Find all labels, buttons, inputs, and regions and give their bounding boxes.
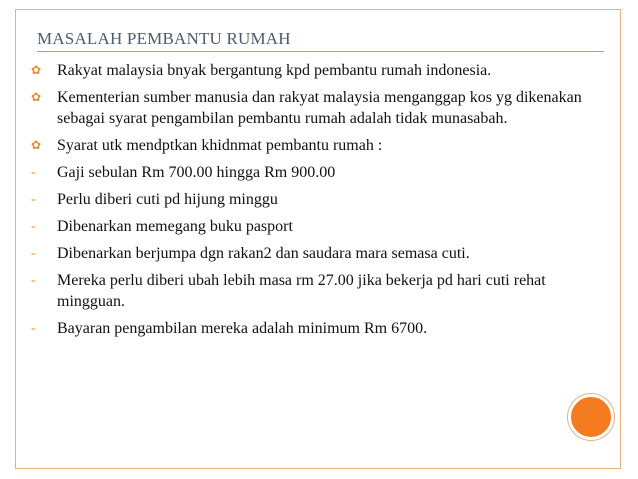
list-item-text: Dibenarkan memegang buku pasport xyxy=(57,218,293,235)
dash-bullet-icon: - xyxy=(31,246,36,261)
list-item-text: Perlu diberi cuti pd hijung minggu xyxy=(57,191,278,208)
list-item xyxy=(31,318,606,339)
list-item xyxy=(31,243,606,264)
bullet-list xyxy=(31,60,606,345)
pinwheel-bullet-icon: ✿ xyxy=(31,63,42,77)
list-item-text: Mereka perlu diberi ubah lebih masa rm 27.00 jika bekerja pd hari cuti rehat mingguan. xyxy=(57,272,546,310)
list-item-text: Kementerian sumber manusia dan rakyat malaysia menganggap kos yg dikenakan sebagai syarat pengambilan pembantu rumah adalah tidak munasabah. xyxy=(57,89,582,127)
dash-bullet-icon: - xyxy=(31,165,36,180)
pinwheel-bullet-icon: ✿ xyxy=(31,90,42,104)
list-item-text: Rakyat malaysia bnyak bergantung kpd pembantu rumah indonesia. xyxy=(57,62,492,79)
list-item xyxy=(31,162,606,183)
title-underline xyxy=(37,51,604,52)
list-item-text: Bayaran pengambilan mereka adalah minimum Rm 6700. xyxy=(57,320,428,337)
list-item xyxy=(31,135,606,156)
dash-bullet-icon: - xyxy=(31,192,36,207)
list-item xyxy=(31,87,606,129)
dash-bullet-icon: - xyxy=(31,219,36,234)
orange-circle-decoration xyxy=(568,394,614,440)
list-item xyxy=(31,216,606,237)
list-item-text: Dibenarkan berjumpa dgn rakan2 dan saudara mara semasa cuti. xyxy=(57,245,470,262)
dash-bullet-icon: - xyxy=(31,321,36,336)
list-item xyxy=(31,270,606,312)
dash-bullet-icon: - xyxy=(31,273,36,288)
list-item-text: Gaji sebulan Rm 700.00 hingga Rm 900.00 xyxy=(57,164,336,181)
slide-title: MASALAH PEMBANTU RUMAH xyxy=(37,29,291,48)
list-item xyxy=(31,189,606,210)
list-item-text: Syarat utk mendptkan khidnmat pembantu rumah : xyxy=(57,137,383,154)
pinwheel-bullet-icon: ✿ xyxy=(31,138,42,152)
list-item xyxy=(31,60,606,81)
